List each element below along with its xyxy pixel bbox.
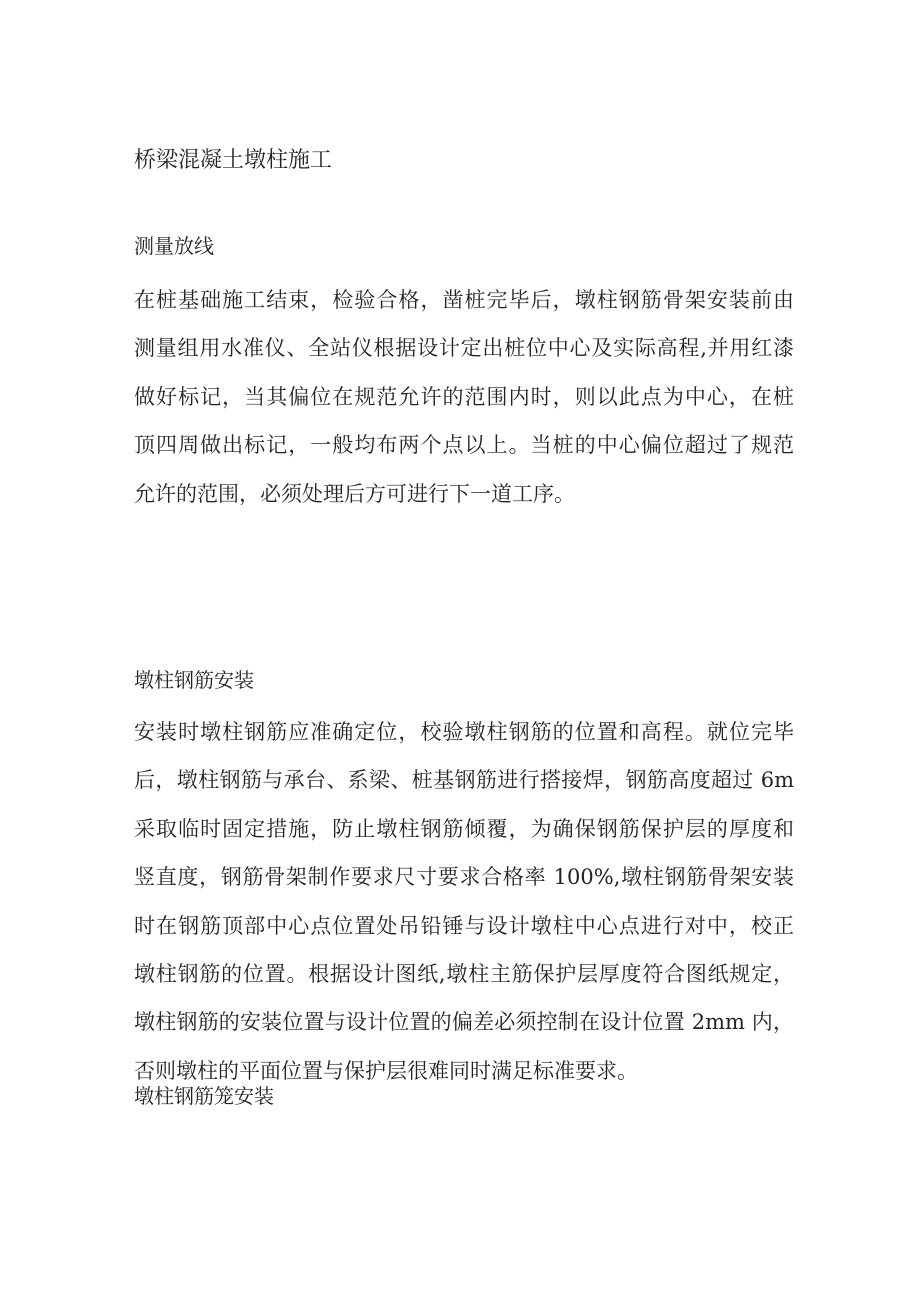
paragraph-line: 采取临时固定措施，防止墩柱钢筋倾覆，为确保钢筋保护层的厚度和 (134, 816, 794, 841)
paragraph-line: 否则墩柱的平面位置与保护层很难同时满足标准要求。 (134, 1058, 638, 1083)
paragraph-line: 竖直度，钢筋骨架制作要求尺寸要求合格率 100%,墩柱钢筋骨架安装 (134, 865, 794, 890)
section-heading-survey: 测量放线 (134, 234, 214, 258)
paragraph-line: 顶四周做出标记，一般均布两个点以上。当桩的中心偏位超过了规范 (134, 433, 794, 458)
paragraph-line: 测量组用水准仪、全站仪根据设计定出桩位中心及实际高程,并用红漆 (134, 336, 794, 361)
paragraph-line: 安装时墩柱钢筋应准确定位，校验墩柱钢筋的位置和高程。就位完毕 (134, 720, 794, 744)
paragraph-line: 后，墩柱钢筋与承台、系梁、桩基钢筋进行搭接焊，钢筋高度超过 6m (134, 768, 794, 793)
paragraph-line: 时在钢筋顶部中心点位置处吊铅锤与设计墩柱中心点进行对中，校正 (134, 913, 794, 938)
document-title: 桥梁混凝土墩柱施工 (134, 148, 333, 173)
paragraph-line: 墩柱钢筋的安装位置与设计位置的偏差必须控制在设计位置 2mm 内， (134, 1010, 794, 1035)
paragraph-rebar-installation (134, 708, 794, 1095)
paragraph-line: 墩柱钢筋的位置。根据设计图纸,墩柱主筋保护层厚度符合图纸规定， (134, 962, 794, 987)
paragraph-line: 在桩基础施工结束，检验合格，凿桩完毕后，墩柱钢筋骨架安装前由 (134, 288, 794, 312)
paragraph-line: 允许的范围，必须处理后方可进行下一道工序。 (134, 481, 575, 506)
section-heading-rebar-cage: 墩柱钢筋笼安装 (134, 1084, 274, 1108)
paragraph-line: 做好标记，当其偏位在规范允许的范围内时，则以此点为中心，在桩 (134, 384, 794, 409)
paragraph-survey (134, 276, 794, 518)
section-heading-rebar-installation: 墩柱钢筋安装 (134, 668, 254, 692)
